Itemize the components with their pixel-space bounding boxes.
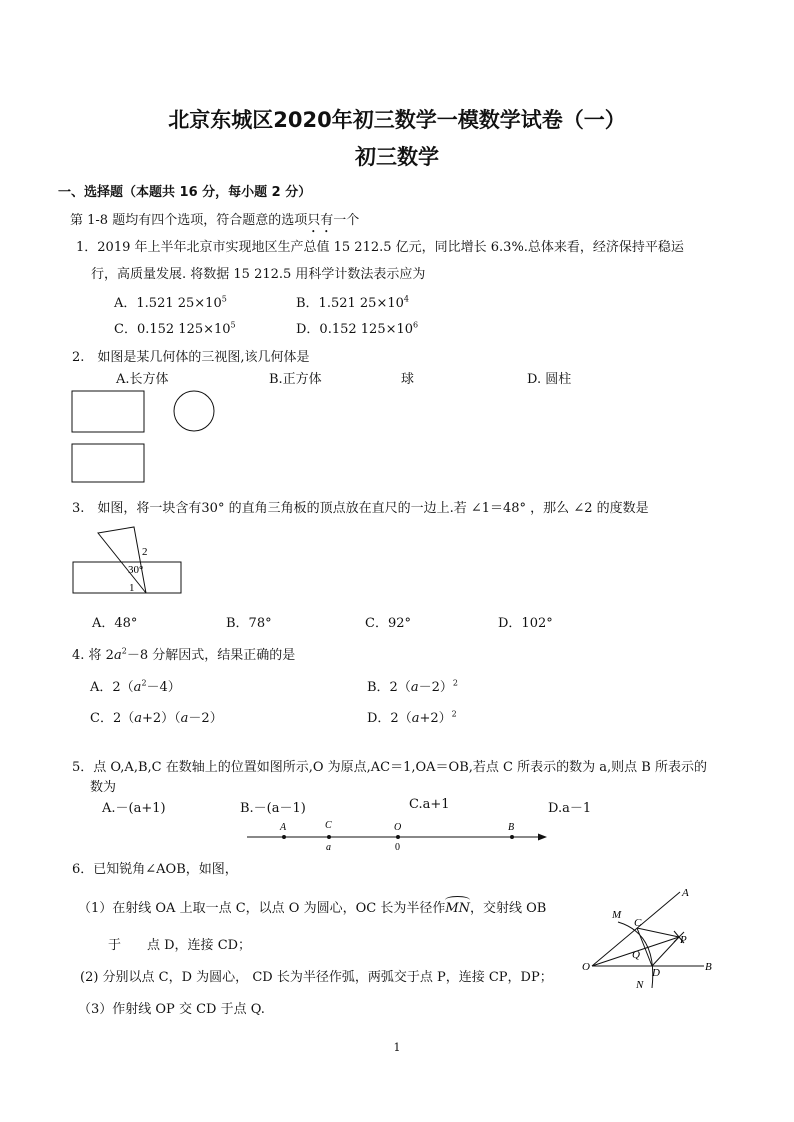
- q6-angle-construction-figure: [578, 884, 723, 994]
- q5-stem-line1: 5．点 O,A,B,C 在数轴上的位置如图所示,O 为原点,AC＝1,OA＝OB,若点 C 所表示的数为 a,则点 B 所表示的: [72, 760, 707, 775]
- q3-option-d: D．102°: [498, 616, 553, 631]
- q2-option-a: A.长方体: [116, 372, 169, 387]
- q5-stem-line2: 数为: [90, 780, 117, 795]
- axis-label-a: A: [280, 822, 287, 833]
- q6-step1-continued: 于 点 D，连接 CD；: [108, 938, 252, 953]
- q2-option-d: D. 圆柱: [527, 372, 572, 387]
- axis-label-b: B: [508, 822, 515, 833]
- q5-option-d: D.a－1: [548, 801, 592, 816]
- q4-stem: 4. 将 $2a^2-8$ 分解因式，结果正确的是: [72, 646, 296, 663]
- q4-option-b: B．$2(a-2)^2$: [367, 678, 458, 695]
- q1-option-a: A．1.521 $25\times 10^5$: [114, 294, 227, 311]
- q3-option-b: B．78°: [226, 616, 272, 631]
- q6-stem: 6．已知锐角∠AOB，如图，: [72, 862, 238, 877]
- q4-option-d: D．$2(a+2)^2$: [367, 709, 457, 726]
- q3-stem: 3. 如图，将一块含有30° 的直角三角板的顶点放在直尺的一边上.若 ∠1＝48° ，那么 ∠2 的度数是: [72, 501, 649, 516]
- q2-stem: 2. 如图是某几何体的三视图,该几何体是: [72, 350, 310, 365]
- label-c: C: [634, 917, 642, 929]
- q4-option-c: C．2（a+2）（a－2）: [90, 711, 223, 726]
- label-a: A: [682, 887, 689, 899]
- label-p: P: [680, 934, 687, 946]
- q2-option-c: 球: [401, 372, 415, 387]
- segment-cp: [637, 928, 679, 937]
- label-b: B: [705, 961, 712, 973]
- q1-stem-line1: 1．2019 年上半年北京市实现地区生产总值 15 212.5 亿元，同比增长 6.3%.总体来看，经济保持平稳运: [76, 240, 684, 255]
- point-o-dot: [396, 835, 400, 839]
- top-view-rectangle: [72, 444, 144, 482]
- q6-step2: (2) 分别以点 C，D 为圆心， CD 长为半径作弧，两弧交于点 P，连接 CP，DP；: [80, 970, 553, 985]
- axis-sub-zero: 0: [395, 842, 400, 853]
- q1-stem-line2: 行，高质量发展. 将数据 15 212.5 用科学计数法表示应为: [91, 267, 426, 282]
- axis-sub-a: a: [326, 842, 331, 853]
- point-c-dot: [327, 835, 331, 839]
- q1-option-c: C．0.152 $125\times 10^5$: [114, 320, 236, 337]
- q6-step1: （1）在射线 OA 上取一点 C，以点 O 为圆心，OC 长为半径作 MN，交射线 OB: [78, 897, 546, 916]
- angle-30-label: 30°: [128, 564, 144, 576]
- set-square-triangle: [98, 527, 146, 593]
- section-heading: 一、选择题（本题共 16 分，每小题 2 分）: [58, 185, 312, 200]
- q1-option-b: B．1.521 $25\times 10^4$: [296, 294, 409, 311]
- q4-option-a: A．$2(a^2-4)$: [90, 678, 181, 695]
- page-title: 北京东城区2020年初三数学一模数学试卷（一）: [168, 108, 626, 132]
- label-q: Q: [632, 949, 640, 961]
- section-instructions: 第 1-8 题均有四个选项，符合题意的选项只有一个: [70, 213, 360, 228]
- q1-option-d: D．0.152 $125\times 10^6$: [296, 320, 419, 337]
- label-d: D: [652, 967, 660, 979]
- q2-option-b: B.正方体: [269, 372, 322, 387]
- point-b-dot: [510, 835, 514, 839]
- q3-option-c: C．92°: [365, 616, 411, 631]
- label-m: M: [612, 909, 622, 921]
- q5-option-c: C.a+1: [409, 797, 450, 812]
- front-view-rectangle: [72, 391, 144, 432]
- q3-ruler-triangle-figure: [70, 524, 190, 596]
- q2-three-view-figure: [70, 388, 220, 486]
- axis-label-o: O: [394, 822, 402, 833]
- q5-option-a: A.－(a+1): [102, 801, 166, 816]
- ruler: [73, 562, 181, 593]
- angle-1-label: 1: [129, 582, 135, 594]
- q5-number-line-figure: [245, 816, 550, 854]
- angle-2-label: 2: [142, 546, 148, 558]
- q3-option-a: A．48°: [92, 616, 138, 631]
- label-o: O: [582, 961, 590, 973]
- point-a-dot: [282, 835, 286, 839]
- q6-step3: （3）作射线 OP 交 CD 于点 Q.: [78, 1002, 265, 1017]
- page-subtitle: 初三数学: [355, 145, 439, 169]
- page-number: 1: [393, 1041, 401, 1054]
- axis-label-c: C: [325, 820, 332, 831]
- side-view-circle: [174, 391, 214, 431]
- number-line-arrow: [538, 834, 547, 841]
- label-n: N: [636, 979, 644, 991]
- q5-option-b: B.－(a－1): [240, 801, 306, 816]
